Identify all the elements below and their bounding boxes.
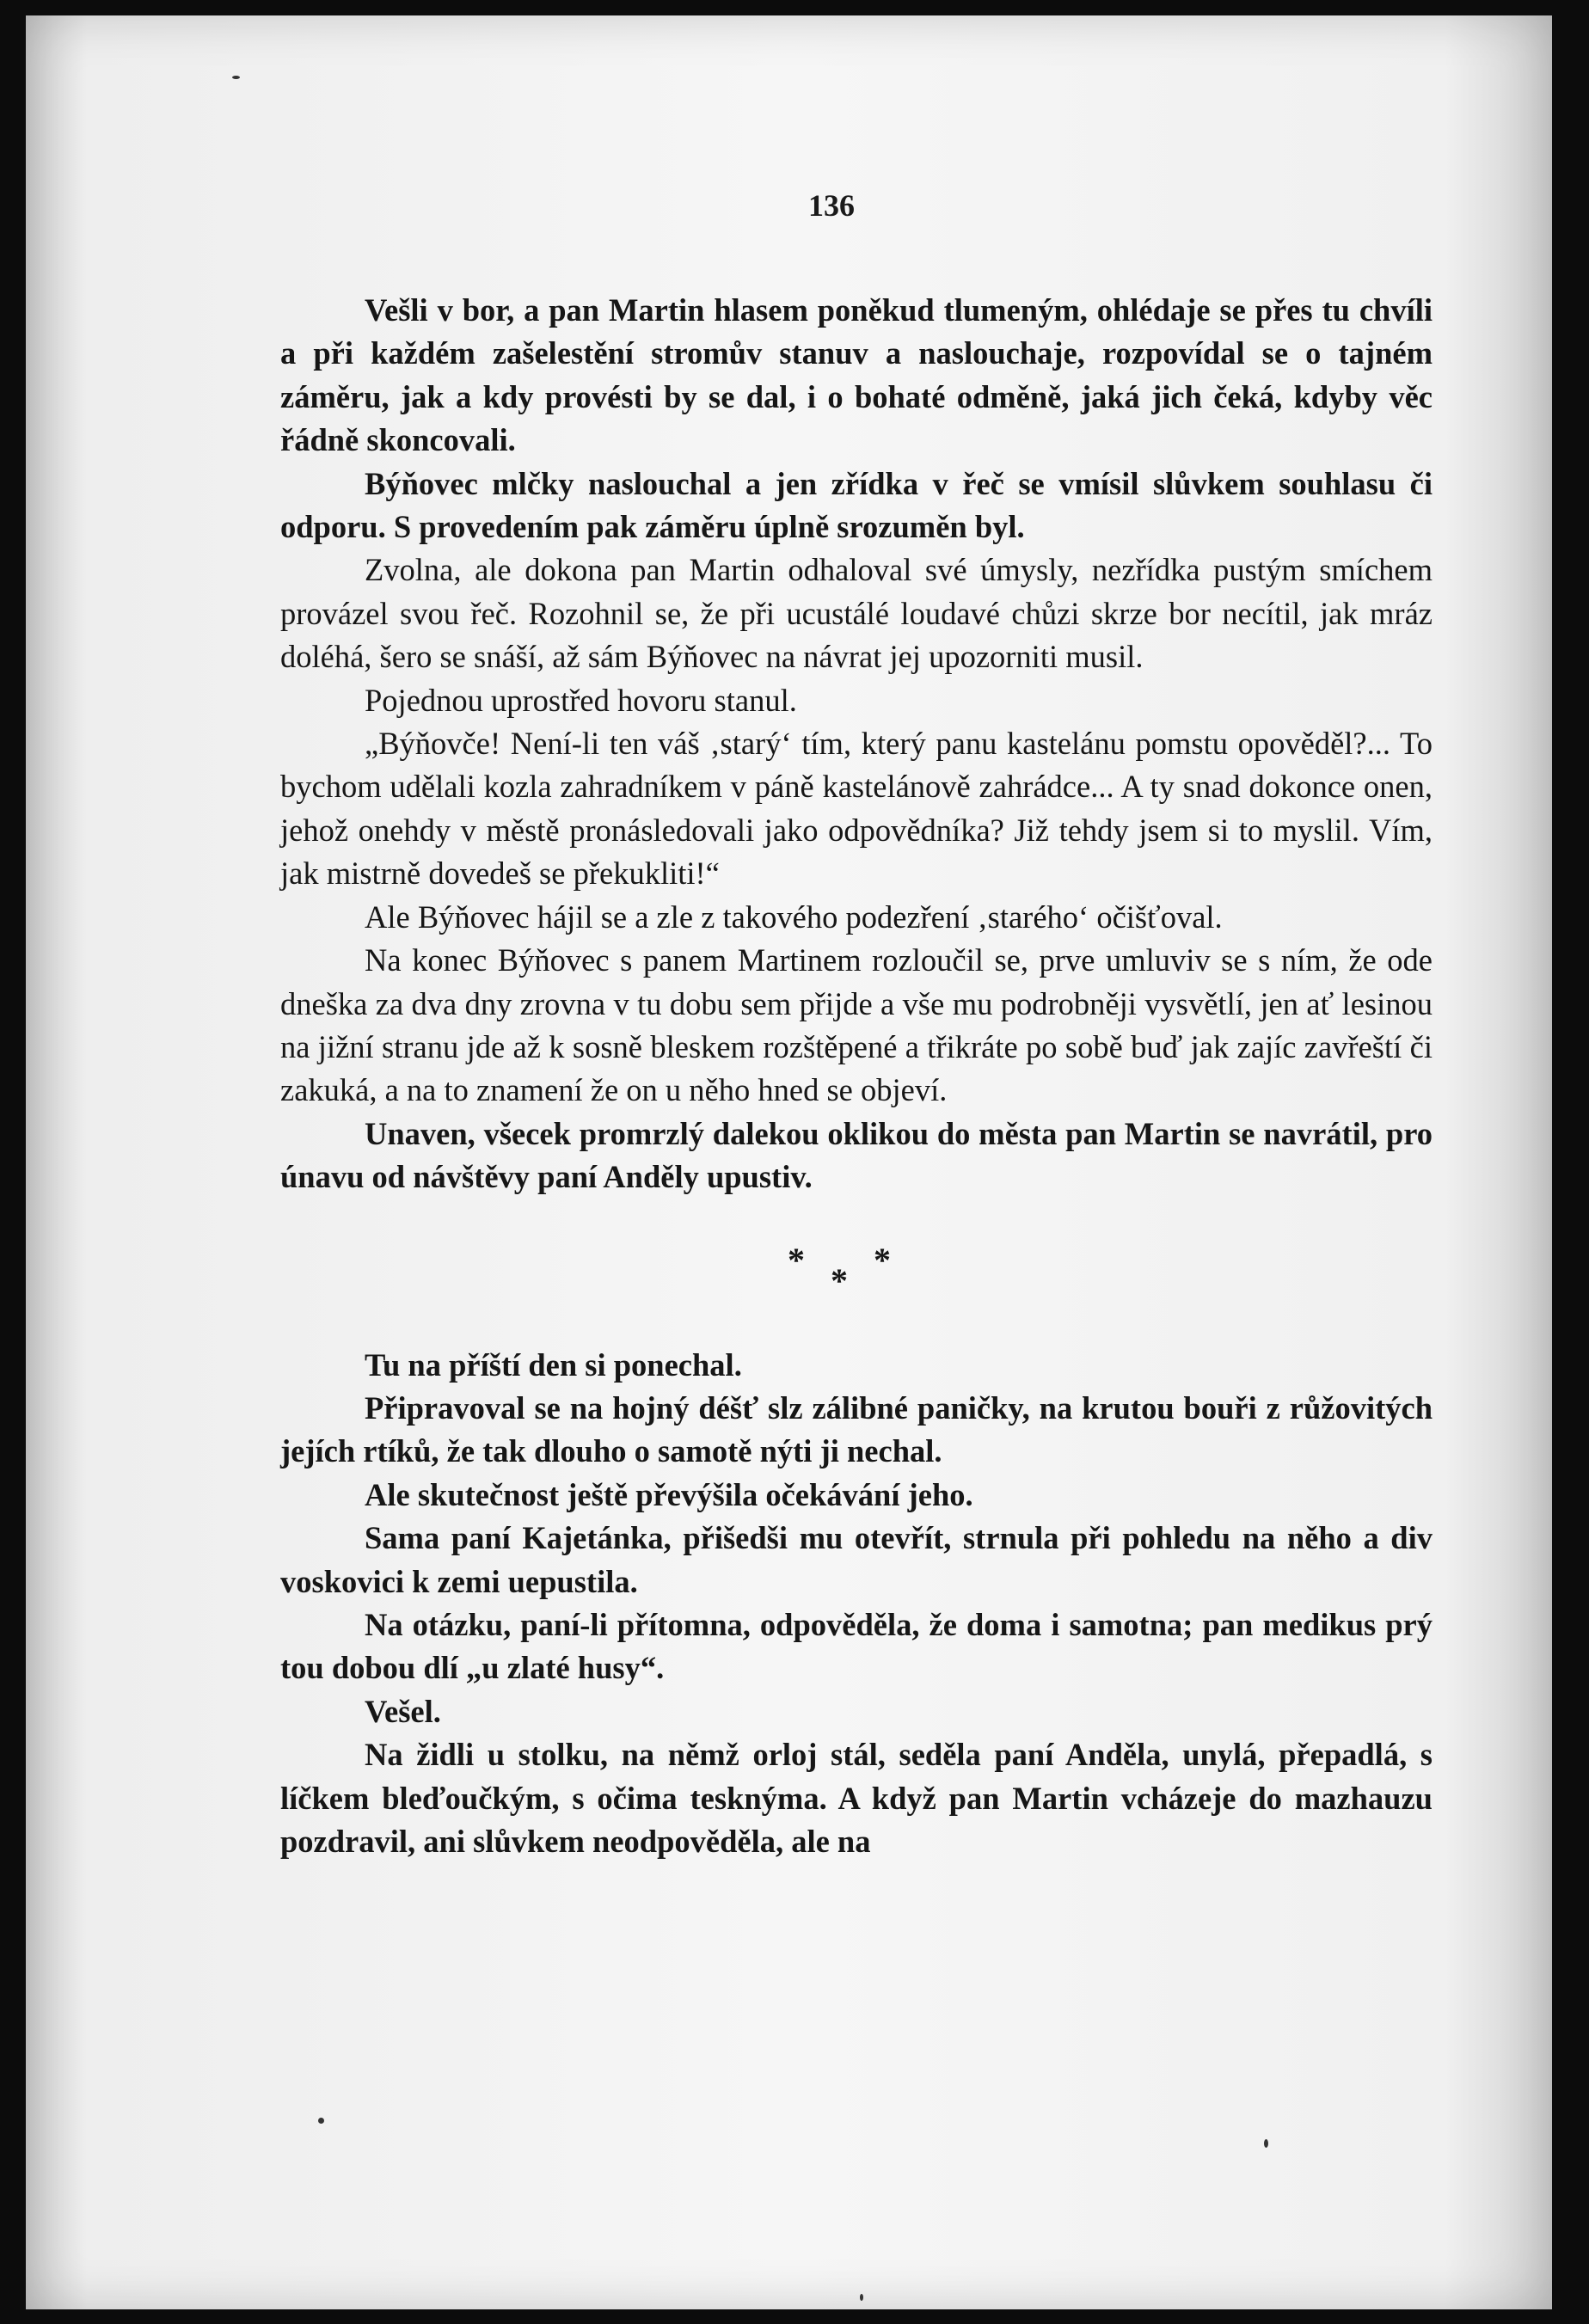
ink-speck bbox=[1264, 2139, 1268, 2148]
page-number: 136 bbox=[808, 188, 855, 223]
paragraph: Vešli v bor, a pan Martin hlasem poněkud tlumeným, ohlédaje se přes tu chvíli a při každém zašelestění stromův stanuv a naslouchaje, rozpovídal se o tajném záměru, jak a kdy provésti by se dal, i o bohaté odměně, jaká jich čeká, kdyby věc řádně skoncovali. bbox=[280, 292, 1433, 458]
asterisk-left: * bbox=[788, 1240, 805, 1279]
paragraph: Býňovec mlčky naslouchal a jen zřídka v řeč se vmísil slůvkem souhlasu či odporu. S provedením pak záměru úplně srozuměn byl. bbox=[280, 465, 1433, 545]
book-page bbox=[26, 15, 1552, 2309]
paragraph: Sama paní Kajetánka, přišedši mu otevřít, strnula při pohledu na něho a div voskovici k zemi uepustila. bbox=[280, 1520, 1433, 1599]
ink-speck bbox=[318, 2118, 324, 2124]
ink-speck bbox=[860, 2294, 863, 2301]
paragraph: Ale Býňovec hájil se a zle z takového podezření ‚starého‘ očišťoval. bbox=[365, 898, 1223, 935]
paragraph: Tu na příští den si ponechal. bbox=[365, 1346, 742, 1383]
body-text bbox=[280, 289, 1433, 1863]
paragraph: Ale skutečnost ještě převýšila očekávání jeho. bbox=[365, 1476, 973, 1512]
paragraph: Na otázku, paní-li přítomna, odpověděla, že doma i samotna; pan medikus prý tou dobou dlí „u zlaté husy“. bbox=[280, 1606, 1433, 1686]
paragraph: Na konec Býňovec s panem Martinem rozloučil se, prve umluviv se s ním, že ode dneška za dva dny zrovna v tu dobu sem přijde a vše mu podrobněji vysvětlí, jen ať lesinou na jižní stranu jde až k sosně bleskem rozštěpené a třikráte po sobě buď jak zajíc zavřeští či zakuká, a na to znamení že on u něho hned se objeví. bbox=[280, 942, 1433, 1108]
paragraph: Na židli u stolku, na němž orloj stál, seděla paní Anděla, unylá, přepadlá, s líčkem bleďoučkým, s očima tesknýma. A když pan Martin vcházeje do mazhauzu pozdravil, ani slůvkem neodpověděla, ale na bbox=[280, 1737, 1433, 1859]
asterisk-center: * bbox=[831, 1260, 848, 1300]
ink-speck bbox=[232, 76, 240, 79]
paragraph: Pojednou uprostřed hovoru stanul. bbox=[365, 682, 797, 718]
paragraph: Připravoval se na hojný déšť slz zálibné paničky, na krutou bouři z růžovitých jejích rtíků, že tak dlouho o samotě nýti ji nechal. bbox=[280, 1389, 1433, 1469]
asterisk-right: * bbox=[874, 1240, 891, 1279]
paragraph: Zvolna, ale dokona pan Martin odhaloval své úmysly, nezřídka pustým smíchem provázel svou řeč. Rozohnil se, že při ucustálé loudavé chůzi skrze bor necítil, jak mráz doléhá, šero se snáší, až sám Býňovec na návrat jej upozorniti musil. bbox=[280, 552, 1433, 675]
paragraph: Vešel. bbox=[365, 1693, 441, 1729]
paragraph: Unaven, všecek promrzlý dalekou oklikou do města pan Martin se navrátil, pro únavu od návštěvy paní Anděly upustiv. bbox=[280, 1115, 1433, 1195]
paragraph: „Býňovče! Není-li ten váš ‚starý‘ tím, který panu kastelánu pomstu opověděl?... To bychom udělali kozla zahradníkem v páně kastelánově zahrádce... A ty snad dokonce onen, jehož onehdy v městě pronásledovali jako odpovědníka? Již tehdy jsem si to myslil. Vím, jak mistrně dovedeš se překukliti!“ bbox=[280, 726, 1433, 892]
section-break-asterisks bbox=[280, 1199, 1433, 1344]
